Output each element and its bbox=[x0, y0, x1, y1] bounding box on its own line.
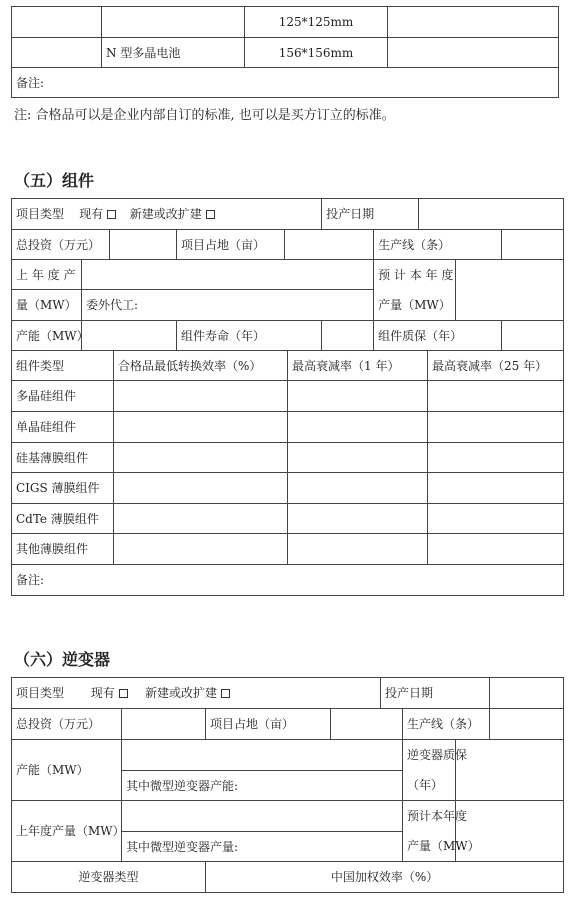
row-label: 硅基薄膜组件 bbox=[12, 443, 114, 473]
outsourced-label: 委外代工: bbox=[82, 290, 374, 321]
modules-efficiency-table bbox=[11, 350, 564, 596]
existing-label: 现有 bbox=[90, 686, 115, 700]
input-cell[interactable] bbox=[428, 473, 564, 504]
input-cell[interactable] bbox=[114, 412, 288, 443]
input-cell[interactable] bbox=[428, 412, 564, 443]
production-date-label: 投产日期 bbox=[322, 199, 419, 230]
table-cell bbox=[12, 7, 102, 38]
module-warranty-label: 组件质保（年） bbox=[374, 321, 502, 351]
modules-info-table bbox=[11, 198, 564, 351]
warranty-label bbox=[403, 740, 468, 801]
land-area-field[interactable] bbox=[331, 709, 403, 740]
input-cell[interactable] bbox=[428, 504, 564, 534]
cell-type bbox=[102, 7, 245, 38]
input-cell[interactable] bbox=[428, 443, 564, 473]
project-type-label: 项目类型 bbox=[16, 207, 65, 221]
input-cell[interactable] bbox=[114, 534, 288, 565]
cell-type: N 型多晶电池 bbox=[102, 38, 245, 68]
inverters-info-table bbox=[11, 677, 564, 893]
section-title-modules: （五）组件 bbox=[14, 171, 95, 190]
project-type-label: 项目类型 bbox=[16, 686, 65, 700]
forecast-field[interactable] bbox=[456, 260, 564, 321]
production-line-label: 生产线（条） bbox=[403, 709, 490, 740]
footnote: 注: 合格品可以是企业内部自订的标准, 也可以是买方订立的标准。 bbox=[14, 108, 395, 123]
module-warranty-field[interactable] bbox=[502, 321, 564, 351]
forecast-label-1: 预 计 本 年 度 bbox=[374, 260, 456, 290]
remark-cell: 备注: bbox=[12, 68, 559, 98]
production-date-label: 投产日期 bbox=[381, 678, 490, 709]
input-cell[interactable] bbox=[288, 504, 428, 534]
micro-capacity-label: 其中微型逆变器产能: bbox=[122, 771, 403, 801]
last-year-output-label: 上年度产量（MW） bbox=[12, 801, 122, 862]
last-year-output-label-1: 上 年 度 产 bbox=[12, 260, 82, 290]
forecast-label-1: 预计本年度 bbox=[407, 809, 468, 823]
existing-label: 现有 bbox=[79, 207, 104, 221]
total-investment-label: 总投资（万元） bbox=[12, 230, 110, 260]
input-cell[interactable] bbox=[114, 443, 288, 473]
input-cell[interactable] bbox=[114, 504, 288, 534]
existing-checkbox[interactable] bbox=[119, 689, 128, 698]
header-decay-1yr: 最高衰减率（1 年） bbox=[288, 351, 428, 381]
section-title-inverters: （六）逆变器 bbox=[14, 650, 111, 669]
input-cell[interactable] bbox=[428, 534, 564, 565]
production-line-label: 生产线（条） bbox=[374, 230, 502, 260]
new-build-label: 新建或改扩建 bbox=[129, 207, 202, 221]
input-cell[interactable] bbox=[288, 443, 428, 473]
total-investment-field[interactable] bbox=[110, 230, 177, 260]
remark-cell: 备注: bbox=[12, 565, 564, 596]
project-type-row bbox=[12, 678, 381, 709]
input-cell[interactable] bbox=[114, 381, 288, 412]
existing-checkbox[interactable] bbox=[107, 210, 116, 219]
last-year-output-label-2: 量（MW） bbox=[12, 290, 82, 321]
capacity-field[interactable] bbox=[122, 740, 403, 771]
capacity-field[interactable] bbox=[82, 321, 177, 351]
row-label: 其他薄膜组件 bbox=[12, 534, 114, 565]
input-cell[interactable] bbox=[114, 473, 288, 504]
production-date-field[interactable] bbox=[419, 199, 564, 230]
total-investment-field[interactable] bbox=[122, 709, 206, 740]
cell-spec-table bbox=[11, 6, 559, 98]
last-year-output-field[interactable] bbox=[82, 260, 374, 290]
header-decay-25yr: 最高衰减率（25 年） bbox=[428, 351, 564, 381]
table-cell bbox=[12, 38, 102, 68]
input-cell[interactable] bbox=[288, 473, 428, 504]
forecast-label-2: 产量（MW） bbox=[374, 290, 456, 321]
input-cell[interactable] bbox=[288, 381, 428, 412]
micro-output-label: 其中微型逆变器产量: bbox=[122, 832, 403, 862]
row-label: CIGS 薄膜组件 bbox=[12, 473, 114, 504]
project-type-row bbox=[12, 199, 322, 230]
input-cell[interactable] bbox=[428, 381, 564, 412]
warranty-label-2: （年） bbox=[407, 778, 444, 792]
new-build-label: 新建或改扩建 bbox=[145, 686, 218, 700]
row-label: 单晶硅组件 bbox=[12, 412, 114, 443]
production-line-field[interactable] bbox=[490, 709, 564, 740]
last-year-output-field[interactable] bbox=[122, 801, 403, 832]
china-efficiency-header: 中国加权效率（%） bbox=[206, 862, 564, 893]
table-cell bbox=[388, 38, 559, 68]
new-build-checkbox[interactable] bbox=[221, 689, 230, 698]
new-build-checkbox[interactable] bbox=[206, 210, 215, 219]
forecast-label-2: 产量（MW） bbox=[407, 839, 480, 853]
row-label: 多晶硅组件 bbox=[12, 381, 114, 412]
warranty-field[interactable] bbox=[456, 740, 564, 801]
header-min-efficiency: 合格品最低转换效率（%） bbox=[114, 351, 288, 381]
inverter-type-header: 逆变器类型 bbox=[12, 862, 206, 893]
production-line-field[interactable] bbox=[502, 230, 564, 260]
table-cell bbox=[388, 7, 559, 38]
module-life-field[interactable] bbox=[322, 321, 374, 351]
warranty-label-1: 逆变器质保 bbox=[407, 748, 468, 762]
input-cell[interactable] bbox=[288, 534, 428, 565]
header-module-type: 组件类型 bbox=[12, 351, 114, 381]
capacity-label: 产能（MW） bbox=[12, 321, 82, 351]
forecast-label bbox=[403, 801, 480, 862]
cell-size: 156*156mm bbox=[245, 38, 388, 68]
production-date-field[interactable] bbox=[490, 678, 564, 709]
row-label: CdTe 薄膜组件 bbox=[12, 504, 114, 534]
land-area-label: 项目占地（亩） bbox=[206, 709, 331, 740]
total-investment-label: 总投资（万元） bbox=[12, 709, 122, 740]
land-area-label: 项目占地（亩） bbox=[177, 230, 285, 260]
capacity-label: 产能（MW） bbox=[12, 740, 122, 801]
cell-size: 125*125mm bbox=[245, 7, 388, 38]
module-life-label: 组件寿命（年） bbox=[177, 321, 322, 351]
land-area-field[interactable] bbox=[285, 230, 374, 260]
input-cell[interactable] bbox=[288, 412, 428, 443]
